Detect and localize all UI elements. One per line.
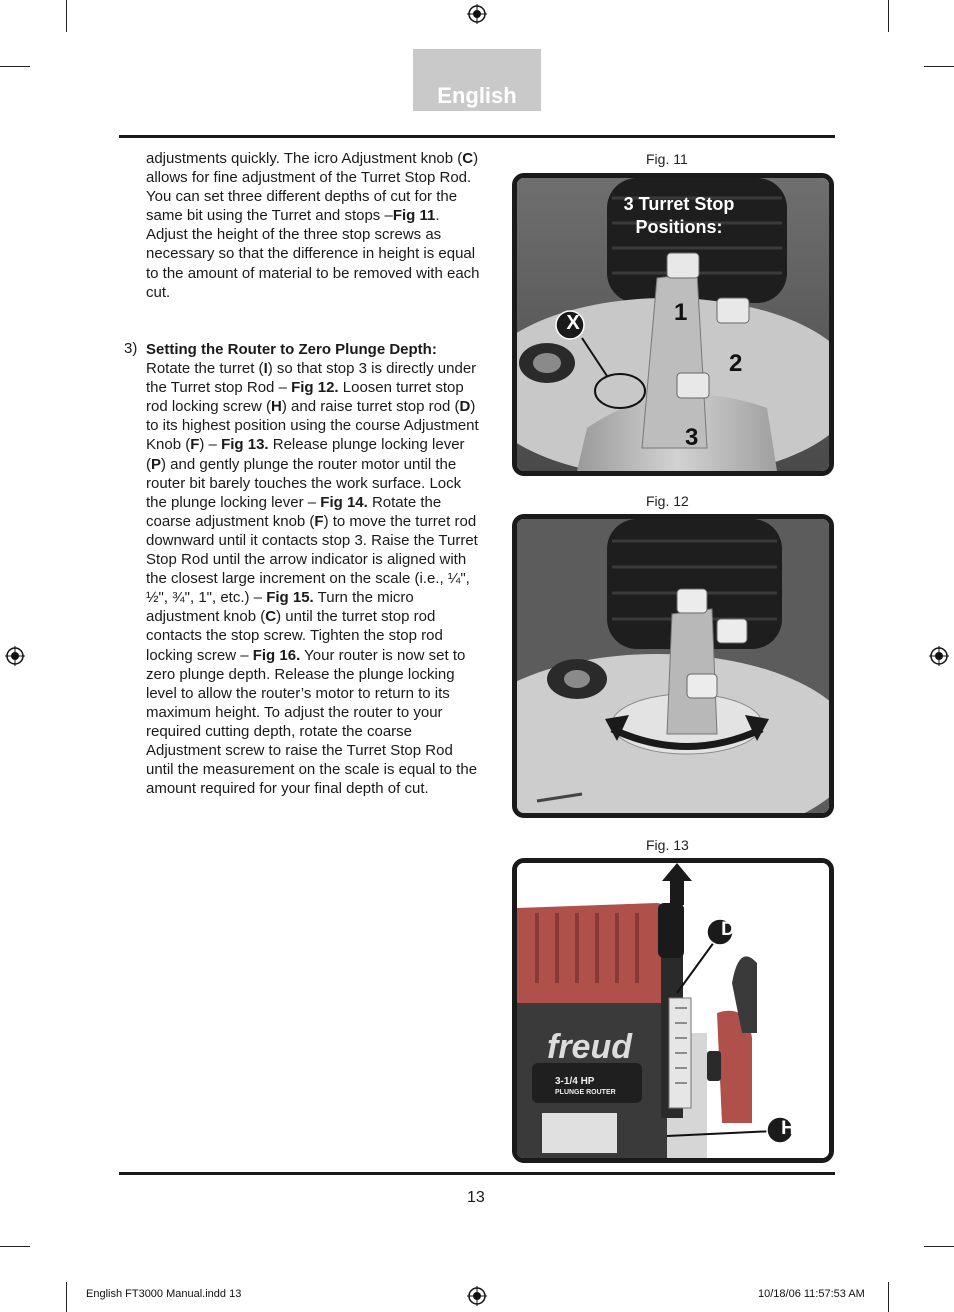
registration-mark-icon <box>929 646 949 666</box>
body-paragraph-1 <box>146 149 481 302</box>
bottom-rule <box>119 1172 835 1175</box>
figure-label: Fig. 12 <box>646 493 689 509</box>
crop-mark <box>924 1246 954 1247</box>
crop-mark <box>924 66 954 67</box>
stop-label-2: 2 <box>729 350 743 377</box>
page-number: 13 <box>467 1189 485 1206</box>
registration-mark-icon <box>467 4 487 24</box>
figure-title <box>599 193 759 239</box>
stop-label-1: 1 <box>674 299 688 326</box>
figure-12-photo <box>512 514 834 818</box>
figure-title-line: Positions: <box>635 217 723 237</box>
paragraph-text: Setting the Router to Zero Plunge Depth: Rotate the turret (I) so that stop 3 is directly under the Turret stop Rod – Fig 12. Loosen turret stop rod locking screw (H) and raise turret stop rod (D) to its highest position using the course Adjustment Knob (F) – Fig 13. Release plunge locking lever (P) and gently plunge the router motor until the router bit barely touches the work surface. Lock the plunge locking lever – Fig 14. Rotate the coarse adjustment knob (F) to move the turret rod downward until it contacts stop 3. Raise the Turret Stop Rod until the arrow indicator is aligned with the closest large increment on the scale (i.e., ¼", ½", ¾", 1", etc.) – Fig 15. Turn the micro adjustment knob (C) until the turret stop rod contacts the stop screw. Tighten the stop rod locking screw – Fig 16. Your router is now set to zero plunge depth. Release the plunge locking level to allow the router’s motor to return to its maximum height. To adjust the router to your required cutting depth, rotate the coarse Adjustment screw to raise the Turret Stop Rod until the measurement on the scale is equal to the amount required for your final depth of cut. <box>146 341 479 798</box>
top-rule <box>119 135 835 138</box>
crop-mark <box>66 0 67 32</box>
footer-filename: English FT3000 Manual.indd 13 <box>86 1288 242 1300</box>
figure-13-photo <box>512 858 834 1163</box>
model-line: 3-1/4 HP <box>555 1076 595 1087</box>
registration-mark-icon <box>467 1286 487 1306</box>
figure-label: Fig. 11 <box>646 151 688 167</box>
body-paragraph-step3 <box>146 340 481 798</box>
language-tab: English <box>413 49 541 111</box>
crop-mark <box>888 0 889 32</box>
stop-label-3: 3 <box>685 424 699 451</box>
figure-11-photo <box>512 173 834 476</box>
footer-timestamp: 10/18/06 11:57:53 AM <box>758 1288 865 1300</box>
figure-label: Fig. 13 <box>646 837 689 853</box>
registration-mark-icon <box>5 646 25 666</box>
paragraph-text: adjustments quickly. The icro Adjustment knob (C) allows for fine adjustment of the Turret Stop Rod. You can set three different depths of cut for the same bit using the Turret and stops –Fig 11. Adjust the height of the three stop screws as necessary so that the difference in height is equal to the amount of material to be removed with each cut. <box>146 150 480 301</box>
router-model-label <box>555 1076 665 1098</box>
crop-mark <box>0 1246 30 1247</box>
crop-mark <box>0 66 30 67</box>
marker-h: H <box>781 1118 795 1139</box>
model-line: PLUNGE ROUTER <box>555 1089 616 1096</box>
step-number: 3) <box>124 340 138 357</box>
router-brand-logo: freud <box>547 1028 632 1066</box>
marker-x: X <box>566 312 580 334</box>
marker-d: D <box>721 919 735 940</box>
crop-mark <box>66 1282 67 1312</box>
figure-title-line: 3 Turret Stop <box>623 194 735 214</box>
crop-mark <box>888 1282 889 1312</box>
